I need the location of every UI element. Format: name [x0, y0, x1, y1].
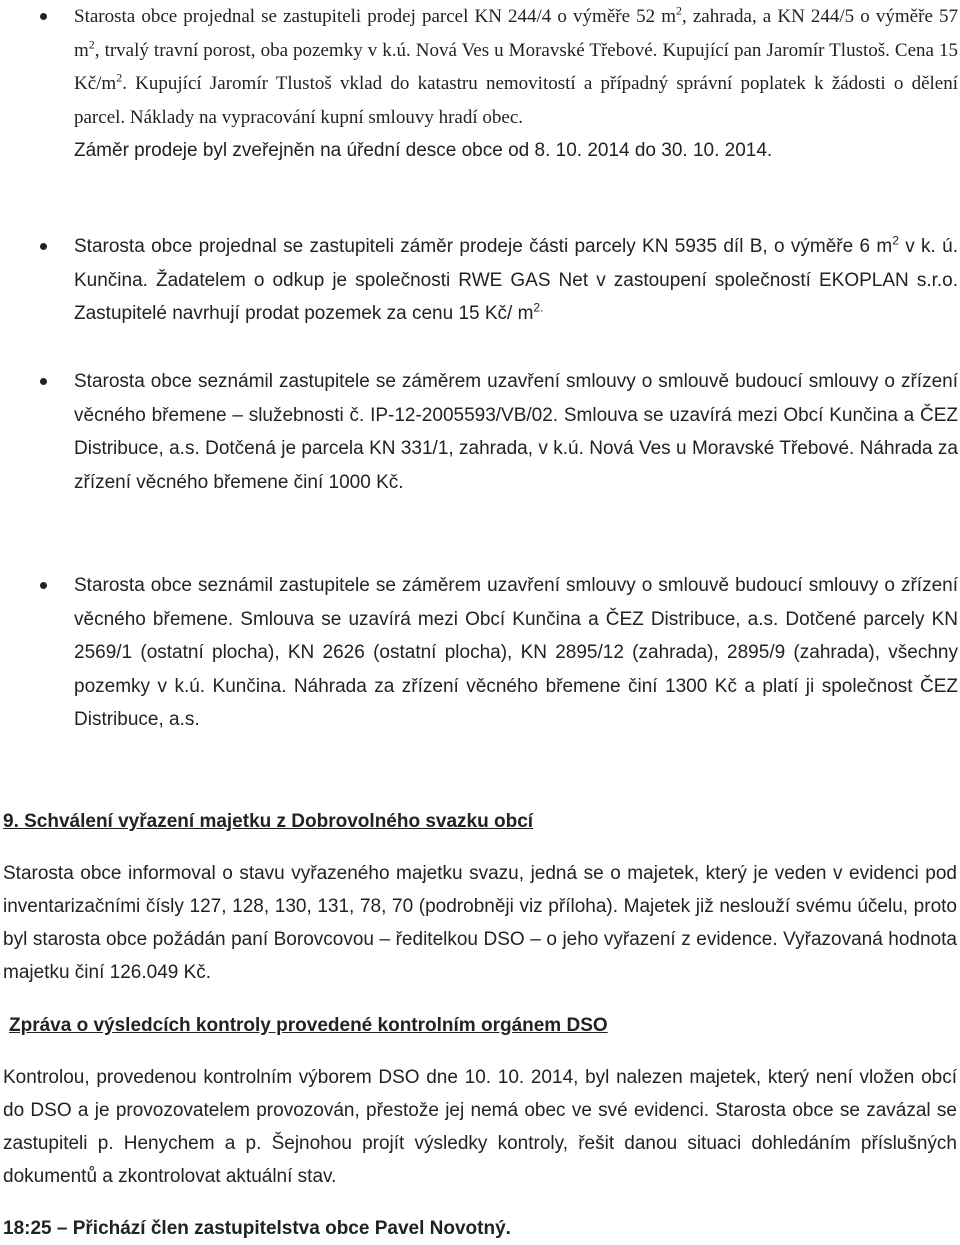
bullet-text: Starosta obce seznámil zastupitele se záměrem uzavření smlouvy o smlouvě budoucí smlouvy o zřízení věcného břemene. Smlouva se uzavírá mezi Obcí Kunčina a ČEZ Distribuce, a.s. Dotčené parcely KN 2569/1 (ostatní plocha), KN 2626 (ostatní plocha), KN 2895/12 (zahrada), 2895/9 (zahrada), všechny pozemky v k.ú. Kunčina. Náhrada za zřízení věcného břemene činí 1300 Kč a platí ji společnost ČEZ Distribuce, a.s. — [74, 575, 958, 730]
bullet-text-part: , trvalý travní porost, oba pozemky v k.ú. Nová Ves u Moravské Třebové. Kupující pan Jaromír Tlustoš. Cena 15 Kč/m — [74, 39, 958, 94]
superscript: 2 — [88, 37, 95, 52]
bullet-text-part: , zahrada, a KN 244/5 o výměře 57 m — [74, 6, 958, 61]
bullet-item-land-sale — [74, 0, 958, 168]
bullet-text-part: v k. ú. Kunčina. Žadatelem o odkup je společnosti RWE GAS Net v zastoupení společností EKOPLAN s.r.o. Zastupitelé navrhují prodat pozemek za cenu 15 Kč/ m — [74, 236, 959, 324]
section-heading: Zpráva o výsledcích kontroly provedené kontrolním orgánem DSO — [9, 1015, 608, 1036]
bullet-item-easement-1000 — [74, 365, 958, 499]
report-section — [9, 1009, 957, 1042]
superscript: 2 — [116, 70, 123, 85]
bullet-item-easement-1300 — [74, 569, 958, 737]
bullet-text — [74, 230, 958, 331]
arrival-note: 18:25 – Přichází člen zastupitelstva obce Pavel Novotný. — [3, 1218, 511, 1239]
section-heading: 9. Schválení vyřazení majetku z Dobrovolného svazku obcí — [3, 811, 534, 832]
superscript: 2 — [676, 3, 683, 18]
bullet-text: Starosta obce seznámil zastupitele se záměrem uzavření smlouvy o smlouvě budoucí smlouvy o zřízení věcného břemene – služebnosti č. IP-12-2005593/VB/02. Smlouva se uzavírá mezi Obcí Kunčina a ČEZ Distribuce, a.s. Dotčená je parcela KN 331/1, zahrada, v k.ú. Nová Ves u Moravské Třebové. Náhrada za zřízení věcného břemene činí 1000 Kč. — [74, 371, 958, 493]
bullet-icon — [40, 13, 47, 20]
bullet-text-part: Starosta obce projednal se zastupiteli prodej parcel KN 244/4 o výměře 52 m — [74, 6, 677, 27]
bullet-icon — [40, 243, 47, 250]
section-body: Starosta obce informoval o stavu vyřazeného majetku svazu, jedná se o majetek, který je veden v evidenci pod inventarizačními čísly 127, 128, 130, 131, 78, 70 (podrobněji viz příloha). Majetek již neslouží svému účelu, proto byl starosta obce požádán paní Borovcovou – ředitelkou DSO – o jeho vyřazení z evidence. Vyřazovaná hodnota majetku činí 126.049 Kč. — [3, 863, 957, 983]
report-body-block — [3, 1061, 957, 1193]
superscript: 2 — [892, 233, 899, 248]
bullet-icon — [40, 378, 47, 385]
section-body: Kontrolou, provedenou kontrolním výborem DSO dne 10. 10. 2014, byl nalezen majetek, který není vložen obcí do DSO a je provozovatelem provozován, přestože jej nemá obec ve své evidenci. Starosta obce se zavázal se zastupiteli p. Henychem a p. Šejnohou projít výsledky kontroly, řešit danou situaci dohledáním příslušných dokumentů a zkontrolovat aktuální stav. — [3, 1067, 957, 1187]
bullet-extra-text: Záměr prodeje byl zveřejněn na úřední desce obce od 8. 10. 2014 do 30. 10. 2014. — [74, 140, 773, 161]
bullet-text-part: . Kupující Jaromír Tlustoš vklad do katastru nemovitostí a případný správní poplatek k žádosti o dělení parcel. Náklady na vypracování kupní smlouvy hradí obec. — [74, 73, 958, 128]
bullet-text-part: Starosta obce projednal se zastupiteli záměr prodeje části parcely KN 5935 díl B, o výměře 6 m — [74, 236, 893, 257]
section-9 — [3, 805, 957, 989]
bullet-text — [74, 0, 958, 134]
bullet-item-partial-parcel — [74, 230, 958, 331]
superscript: 2. — [533, 300, 544, 315]
bullet-icon — [40, 582, 47, 589]
